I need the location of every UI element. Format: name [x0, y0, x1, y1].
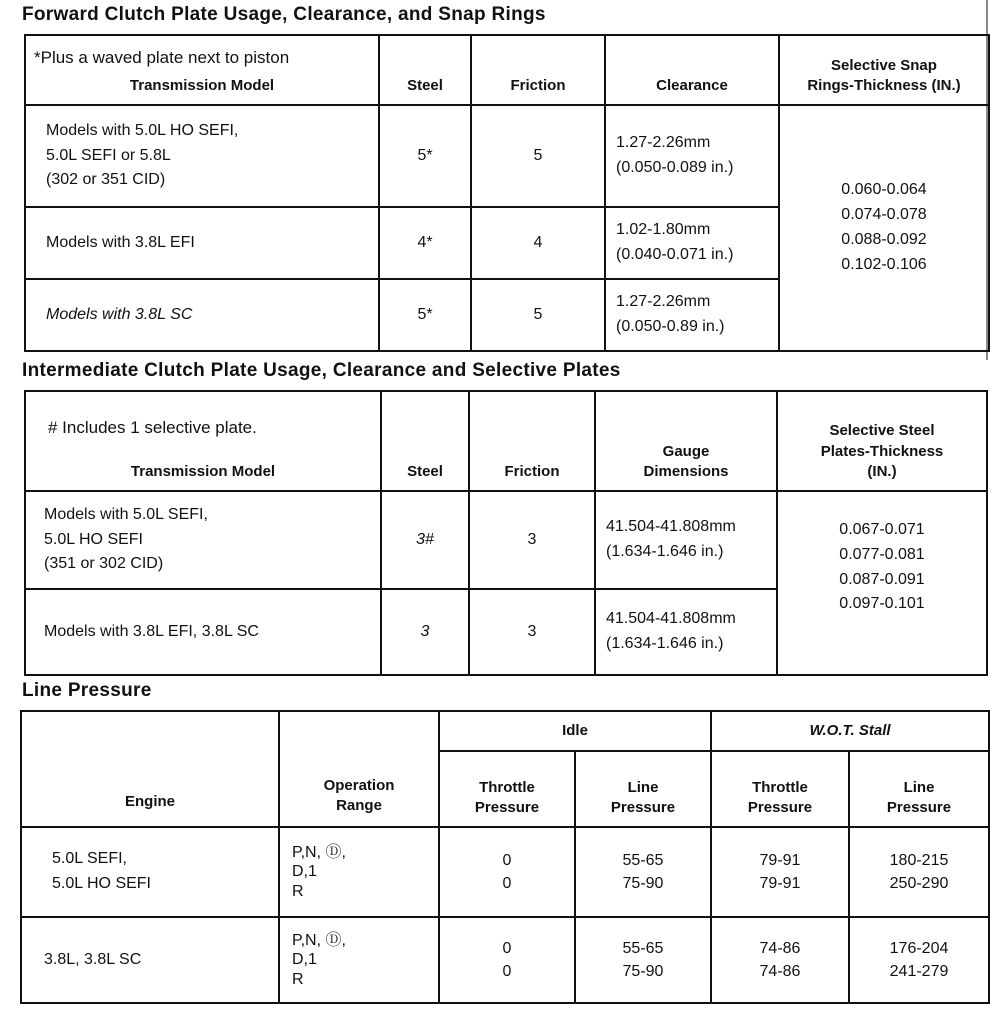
intermediate-note: # Includes 1 selective plate. [48, 417, 257, 437]
forward-header-model [25, 35, 379, 105]
intermediate-header-plates: Selective Steel Plates-Thickness (IN.) [777, 391, 987, 491]
intermediate-row-1-model: Models with 5.0L SEFI, 5.0L HO SEFI (351 or 302 CID) [25, 491, 381, 589]
intermediate-header-gauge: Gauge Dimensions [595, 391, 777, 491]
line-header-idle-throttle: Throttle Pressure [439, 751, 575, 827]
intermediate-row-2-gauge: 41.504-41.808mm (1.634-1.646 in.) [595, 589, 777, 675]
intermediate-plate-values: 0.067-0.071 0.077-0.081 0.087-0.091 0.097-0.101 [777, 491, 987, 675]
intermediate-row-1-friction: 3 [469, 491, 595, 589]
line-row-1-idle-line: 55-65 75-90 [575, 827, 711, 917]
line-row-1-wot-line: 180-215 250-290 [849, 827, 989, 917]
intermediate-row-1-steel: 3# [381, 491, 469, 589]
forward-row-1-clearance: 1.27-2.26mm (0.050-0.089 in.) [605, 105, 779, 207]
line-header-idle-line: Line Pressure [575, 751, 711, 827]
line-pressure-table [20, 710, 990, 1004]
forward-row-2-friction: 4 [471, 207, 605, 279]
line-row-1-range: P,N, Ⓓ, D,1 R [279, 827, 439, 917]
intermediate-header-steel: Steel [381, 391, 469, 491]
line-row-2-engine: 3.8L, 3.8L SC [21, 917, 279, 1003]
line-header-wot-throttle: Throttle Pressure [711, 751, 849, 827]
line-row-2-wot-line: 176-204 241-279 [849, 917, 989, 1003]
forward-row-1-model: Models with 5.0L HO SEFI, 5.0L SEFI or 5.8L (302 or 351 CID) [25, 105, 379, 207]
forward-row-1-friction: 5 [471, 105, 605, 207]
intermediate-clutch-title: Intermediate Clutch Plate Usage, Clearance and Selective Plates [22, 360, 621, 381]
forward-header-model-label: Transmission Model [129, 76, 275, 94]
intermediate-header-friction: Friction [469, 391, 595, 491]
table-row [21, 827, 989, 917]
intermediate-row-2-friction: 3 [469, 589, 595, 675]
forward-row-2-model: Models with 3.8L EFI [25, 207, 379, 279]
forward-row-1-steel: 5* [379, 105, 471, 207]
forward-header-steel: Steel [379, 35, 471, 105]
line-row-1-idle-throttle: 0 0 [439, 827, 575, 917]
line-header-idle: Idle [439, 711, 711, 751]
line-pressure-title: Line Pressure [22, 680, 152, 701]
line-row-1-wot-throttle: 79-91 79-91 [711, 827, 849, 917]
line-row-2-range: P,N, Ⓓ, D,1 R [279, 917, 439, 1003]
forward-row-3-clearance: 1.27-2.26mm (0.050-0.89 in.) [605, 279, 779, 351]
table-row [25, 105, 989, 207]
line-row-1-engine: 5.0L SEFI, 5.0L HO SEFI [21, 827, 279, 917]
intermediate-row-2-steel: 3 [381, 589, 469, 675]
line-header-wot: W.O.T. Stall [711, 711, 989, 751]
table-row [21, 917, 989, 1003]
intermediate-header-model-label: Transmission Model [130, 462, 276, 480]
intermediate-row-1-gauge: 41.504-41.808mm (1.634-1.646 in.) [595, 491, 777, 589]
line-row-2-idle-line: 55-65 75-90 [575, 917, 711, 1003]
table-row [25, 491, 987, 589]
forward-row-2-steel: 4* [379, 207, 471, 279]
forward-row-3-model: Models with 3.8L SC [25, 279, 379, 351]
forward-note: *Plus a waved plate next to piston [34, 47, 290, 67]
line-header-range: Operation Range [279, 711, 439, 827]
line-row-2-wot-throttle: 74-86 74-86 [711, 917, 849, 1003]
forward-row-3-friction: 5 [471, 279, 605, 351]
forward-row-3-steel: 5* [379, 279, 471, 351]
intermediate-clutch-table [24, 390, 988, 676]
line-row-2-idle-throttle: 0 0 [439, 917, 575, 1003]
intermediate-row-2-model: Models with 3.8L EFI, 3.8L SC [25, 589, 381, 675]
intermediate-header-model [25, 391, 381, 491]
forward-clutch-title: Forward Clutch Plate Usage, Clearance, and Snap Rings [22, 4, 546, 25]
forward-row-2-clearance: 1.02-1.80mm (0.040-0.071 in.) [605, 207, 779, 279]
forward-header-snap: Selective Snap Rings-Thickness (IN.) [779, 35, 989, 105]
line-header-wot-line: Line Pressure [849, 751, 989, 827]
forward-header-friction: Friction [471, 35, 605, 105]
line-header-engine: Engine [21, 711, 279, 827]
forward-clutch-table [24, 34, 990, 352]
forward-snap-values: 0.060-0.064 0.074-0.078 0.088-0.092 0.102-0.106 [779, 105, 989, 351]
forward-header-clearance: Clearance [605, 35, 779, 105]
